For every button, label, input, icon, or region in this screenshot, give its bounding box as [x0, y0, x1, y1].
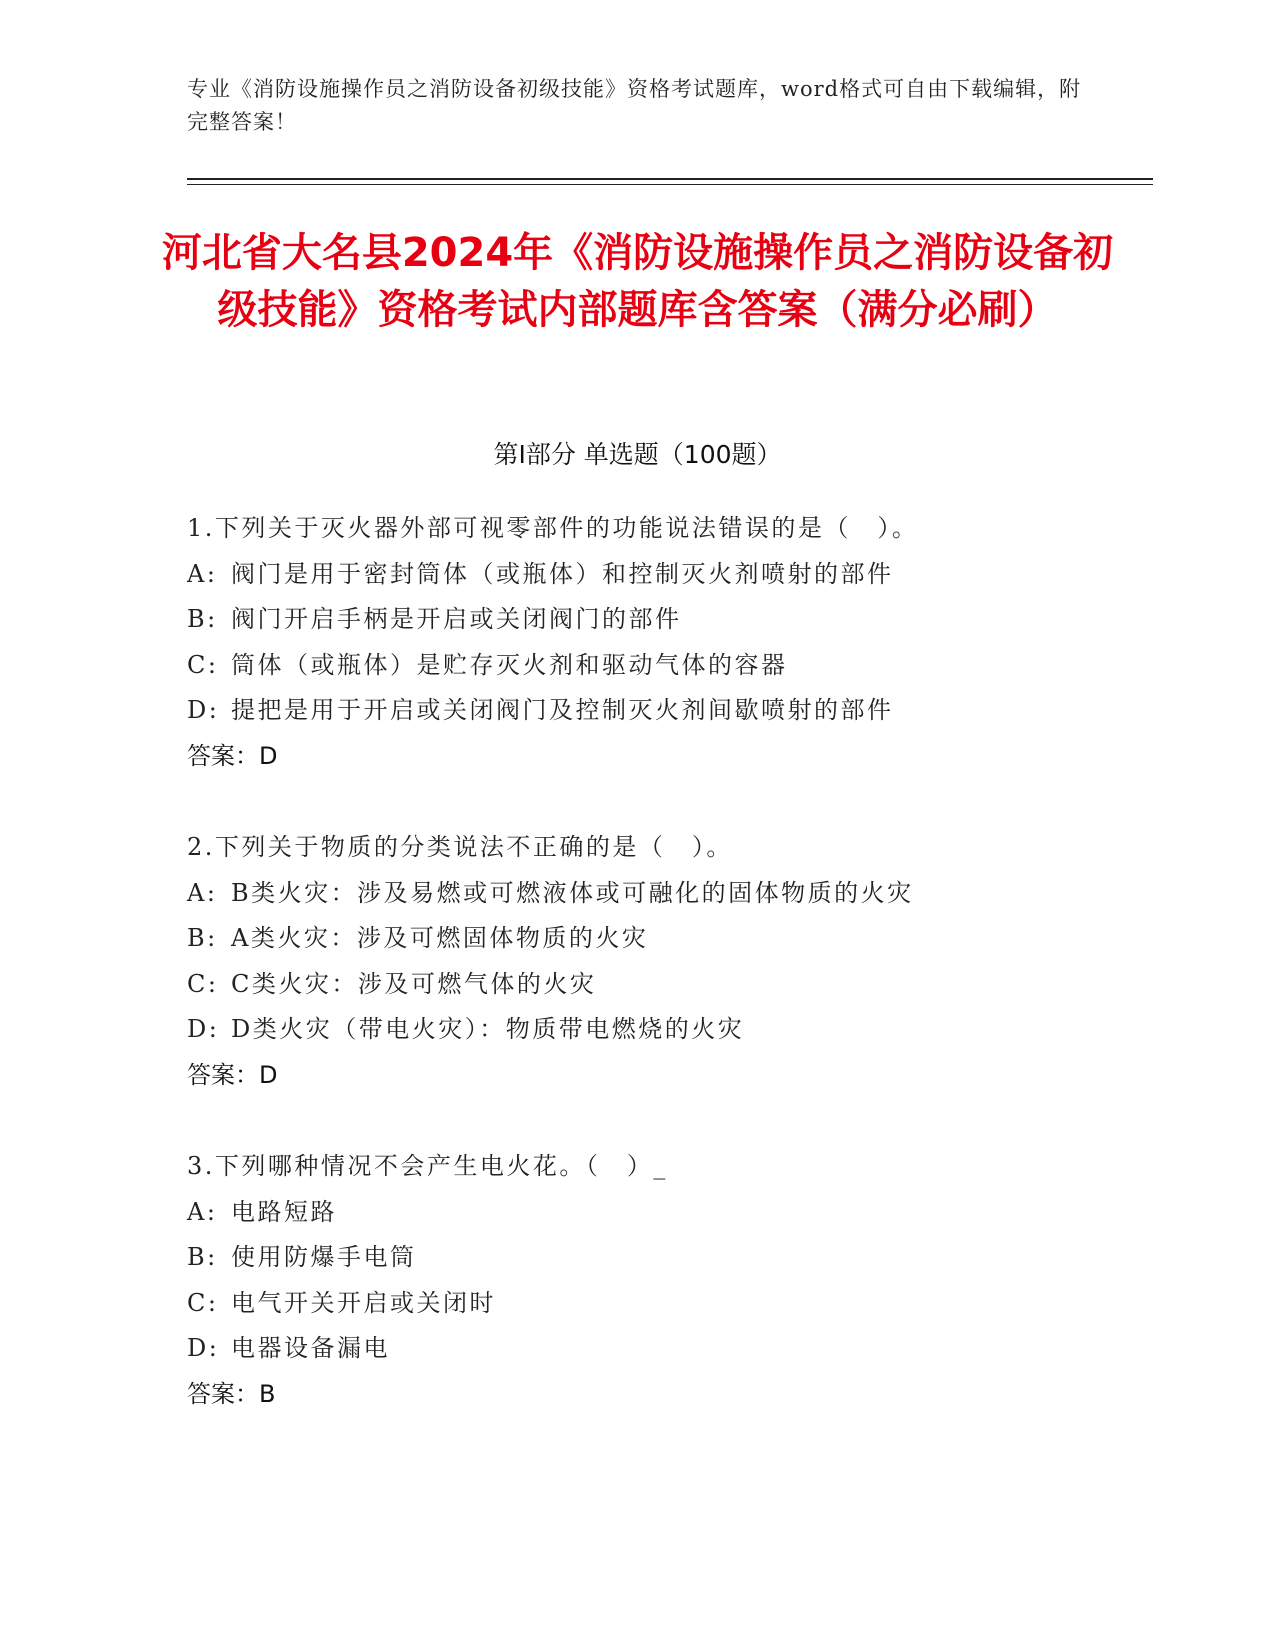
- option-d: [187, 1007, 1147, 1053]
- question-1: [187, 506, 1147, 779]
- option-a: [187, 871, 1147, 917]
- answer-value: B: [259, 1379, 276, 1408]
- option-key: B:: [187, 924, 218, 952]
- question-3: [187, 1144, 1147, 1417]
- option-text: 筒体（或瓶体）是贮存灭火剂和驱动气体的容器: [231, 650, 788, 679]
- option-text: 提把是用于开启或关闭阀门及控制灭火剂间歇喷射的部件: [231, 696, 894, 724]
- option-key: D:: [187, 1015, 220, 1043]
- option-key: D:: [187, 696, 220, 724]
- option-text: D类火灾（带电火灾）：物质带电燃烧的火灾: [231, 1015, 745, 1043]
- option-text: 电器设备漏电: [231, 1334, 390, 1362]
- question-2: [187, 825, 1147, 1098]
- answer-label: 答案：: [187, 1060, 259, 1089]
- option-d: [187, 1326, 1147, 1372]
- option-text: 阀门是用于密封筒体（或瓶体）和控制灭火剂喷射的部件: [231, 559, 894, 588]
- answer-value: D: [259, 741, 278, 770]
- option-c: [187, 1281, 1147, 1327]
- option-key: B:: [187, 1243, 218, 1271]
- document-title: 河北省大名县2024年《消防设施操作员之消防设备初级技能》资格考试内部题库含答案（满分必刷）: [161, 230, 1114, 333]
- option-c: [187, 962, 1147, 1008]
- option-key: C:: [187, 650, 219, 679]
- option-key: A:: [187, 878, 218, 907]
- option-c: [187, 643, 1147, 689]
- option-a: [187, 1190, 1147, 1236]
- option-key: D:: [187, 1334, 220, 1362]
- answer-label: 答案：: [187, 1379, 259, 1408]
- page-header: 专业《消防设施操作员之消防设备初级技能》资格考试题库，word格式可自由下载编辑，附完整答案！: [187, 77, 1082, 134]
- header-rule-thin: [187, 184, 1153, 185]
- option-text: C类火灾：涉及可燃气体的火灾: [231, 969, 597, 998]
- option-text: 使用防爆手电筒: [231, 1243, 417, 1271]
- option-key: A:: [187, 559, 218, 588]
- option-b: [187, 916, 1147, 962]
- option-key: C:: [187, 1288, 219, 1317]
- question-stem: 2.下列关于物质的分类说法不正确的是（ ）。: [187, 833, 733, 861]
- header-rule-thick: [187, 178, 1153, 180]
- answer-line: [187, 1372, 1147, 1418]
- question-stem: 3.下列哪种情况不会产生电火花。（ ）_: [187, 1152, 668, 1180]
- option-d: [187, 688, 1147, 734]
- answer-label: 答案：: [187, 741, 259, 770]
- answer-line: [187, 734, 1147, 780]
- option-key: B:: [187, 605, 218, 633]
- option-text: 电气开关开启或关闭时: [231, 1288, 496, 1317]
- option-text: A类火灾：涉及可燃固体物质的火灾: [231, 924, 649, 952]
- option-text: B类火灾：涉及易燃或可燃液体或可融化的固体物质的火灾: [231, 878, 914, 907]
- option-key: C:: [187, 969, 219, 998]
- question-stem: 1.下列关于灭火器外部可视零部件的功能说法错误的是（ ）。: [187, 514, 919, 542]
- option-text: 电路短路: [231, 1197, 337, 1226]
- option-a: [187, 552, 1147, 598]
- answer-value: D: [259, 1060, 278, 1089]
- answer-line: [187, 1053, 1147, 1099]
- option-key: A:: [187, 1197, 218, 1226]
- section-title: 第Ⅰ部分 单选题（100题）: [493, 440, 782, 469]
- option-b: [187, 597, 1147, 643]
- option-text: 阀门开启手柄是开启或关闭阀门的部件: [231, 605, 682, 633]
- option-b: [187, 1235, 1147, 1281]
